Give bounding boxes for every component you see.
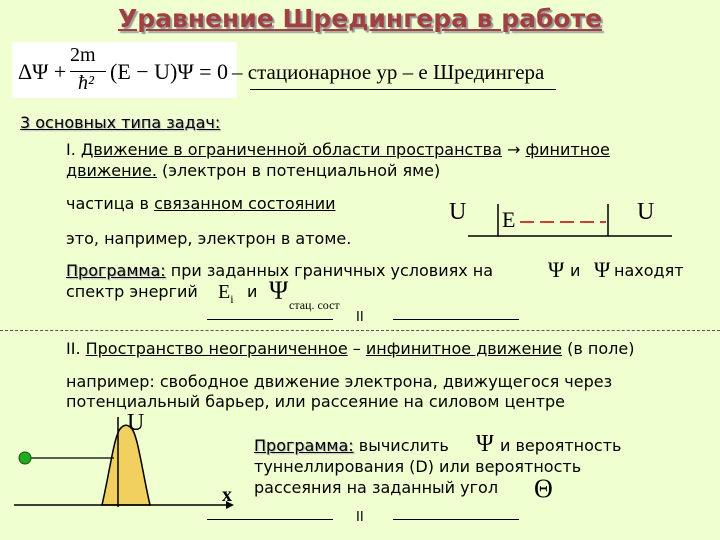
case1-bound-prefix: частица в xyxy=(66,194,155,213)
case1-prefix: I. xyxy=(66,140,81,159)
case2-title xyxy=(66,339,634,358)
equation-description: – стационарное ур – е Шредингера xyxy=(232,60,545,84)
case2-program xyxy=(254,436,449,455)
equation-fraction-denominator: ħ² xyxy=(78,72,94,94)
case2-dash: – xyxy=(347,339,366,358)
case1-program-text: при заданных граничных условиях на xyxy=(165,261,494,280)
case1-bound-state xyxy=(66,194,335,213)
psi-symbol-2: Ψ xyxy=(594,257,611,282)
case1-line2 xyxy=(66,161,440,180)
case1-divider-left xyxy=(207,319,333,320)
case2-example-line2: потенциальный барьер, или рассеяние на силовом центре xyxy=(66,392,566,411)
energy-ei-symbol xyxy=(218,281,234,307)
psi-symbol-1: Ψ xyxy=(548,257,565,282)
case2-program-label: Программа: xyxy=(254,436,354,455)
case1-program-label: Программа: xyxy=(66,261,166,280)
equation-rest: (E − U)Ψ = 0 xyxy=(110,59,229,84)
well-u-right-label: U xyxy=(637,199,655,225)
case1-bounded-motion: Движение в ограниченной области пространства xyxy=(80,140,502,159)
well-left-wall xyxy=(468,204,498,236)
well-u-left-label: U xyxy=(449,199,467,225)
ei-letter: E xyxy=(218,281,231,303)
arrow-icon: → xyxy=(506,140,521,159)
case1-finite: финитное xyxy=(525,140,610,159)
case2-divider-label: II xyxy=(356,510,364,525)
equation-underline xyxy=(250,89,556,90)
case1-divider-right xyxy=(393,319,519,320)
well-e-label: E xyxy=(502,207,516,232)
case2-probability: и вероятность xyxy=(500,436,622,455)
case1-spectrum: спектр энергий xyxy=(66,282,198,301)
case2-divider-right xyxy=(393,519,519,520)
case1-and: и xyxy=(570,261,581,280)
case2-scatter: рассеяния на заданный угол xyxy=(254,478,499,497)
case2-divider-left xyxy=(207,519,333,520)
case2-example-line1: например: свободное движение электрона, движущегося через xyxy=(66,372,613,391)
equation-delta-psi: ΔΨ + xyxy=(18,59,67,84)
ei-subscript: i xyxy=(230,292,234,306)
case1-and2: и xyxy=(247,282,258,301)
case1-atom: это, например, электрон в атоме. xyxy=(66,229,352,248)
case1-bound-link: связанном состоянии xyxy=(154,194,336,213)
barrier-u-label: U xyxy=(127,410,145,436)
theta-symbol: Θ xyxy=(534,474,553,503)
case1-line1 xyxy=(66,140,610,159)
case1-finite-motion: движение. xyxy=(66,161,157,180)
section-separator xyxy=(0,330,720,331)
case2-tunnel: туннеллирования (D) или вероятность xyxy=(254,457,582,476)
case2-field: (в поле) xyxy=(562,339,635,358)
case2-prefix: II. xyxy=(66,339,86,358)
psi-stationary-subscript: стац. сост xyxy=(289,298,340,312)
case1-find: находят xyxy=(614,261,684,280)
case2-unbounded: Пространство неограниченное xyxy=(85,339,348,358)
equation-fraction-numerator: 2m xyxy=(70,44,96,66)
case2-infinite-motion: инфинитное движение xyxy=(365,339,563,358)
barrier-x-label: x xyxy=(222,484,232,506)
page-title: Уравнение Шредингера в работе xyxy=(117,4,603,33)
case1-well-note: (электрон в потенциальной яме) xyxy=(156,161,441,180)
electron-dot-icon xyxy=(19,452,31,464)
psi-symbol-3: Ψ xyxy=(269,276,289,305)
case2-program-text: вычислить xyxy=(353,436,449,455)
case1-divider-label: II xyxy=(356,310,364,325)
tasks-heading: 3 основных типа задач: xyxy=(20,113,221,132)
psi-symbol-4: Ψ xyxy=(476,431,494,457)
barrier-hump xyxy=(102,425,150,505)
